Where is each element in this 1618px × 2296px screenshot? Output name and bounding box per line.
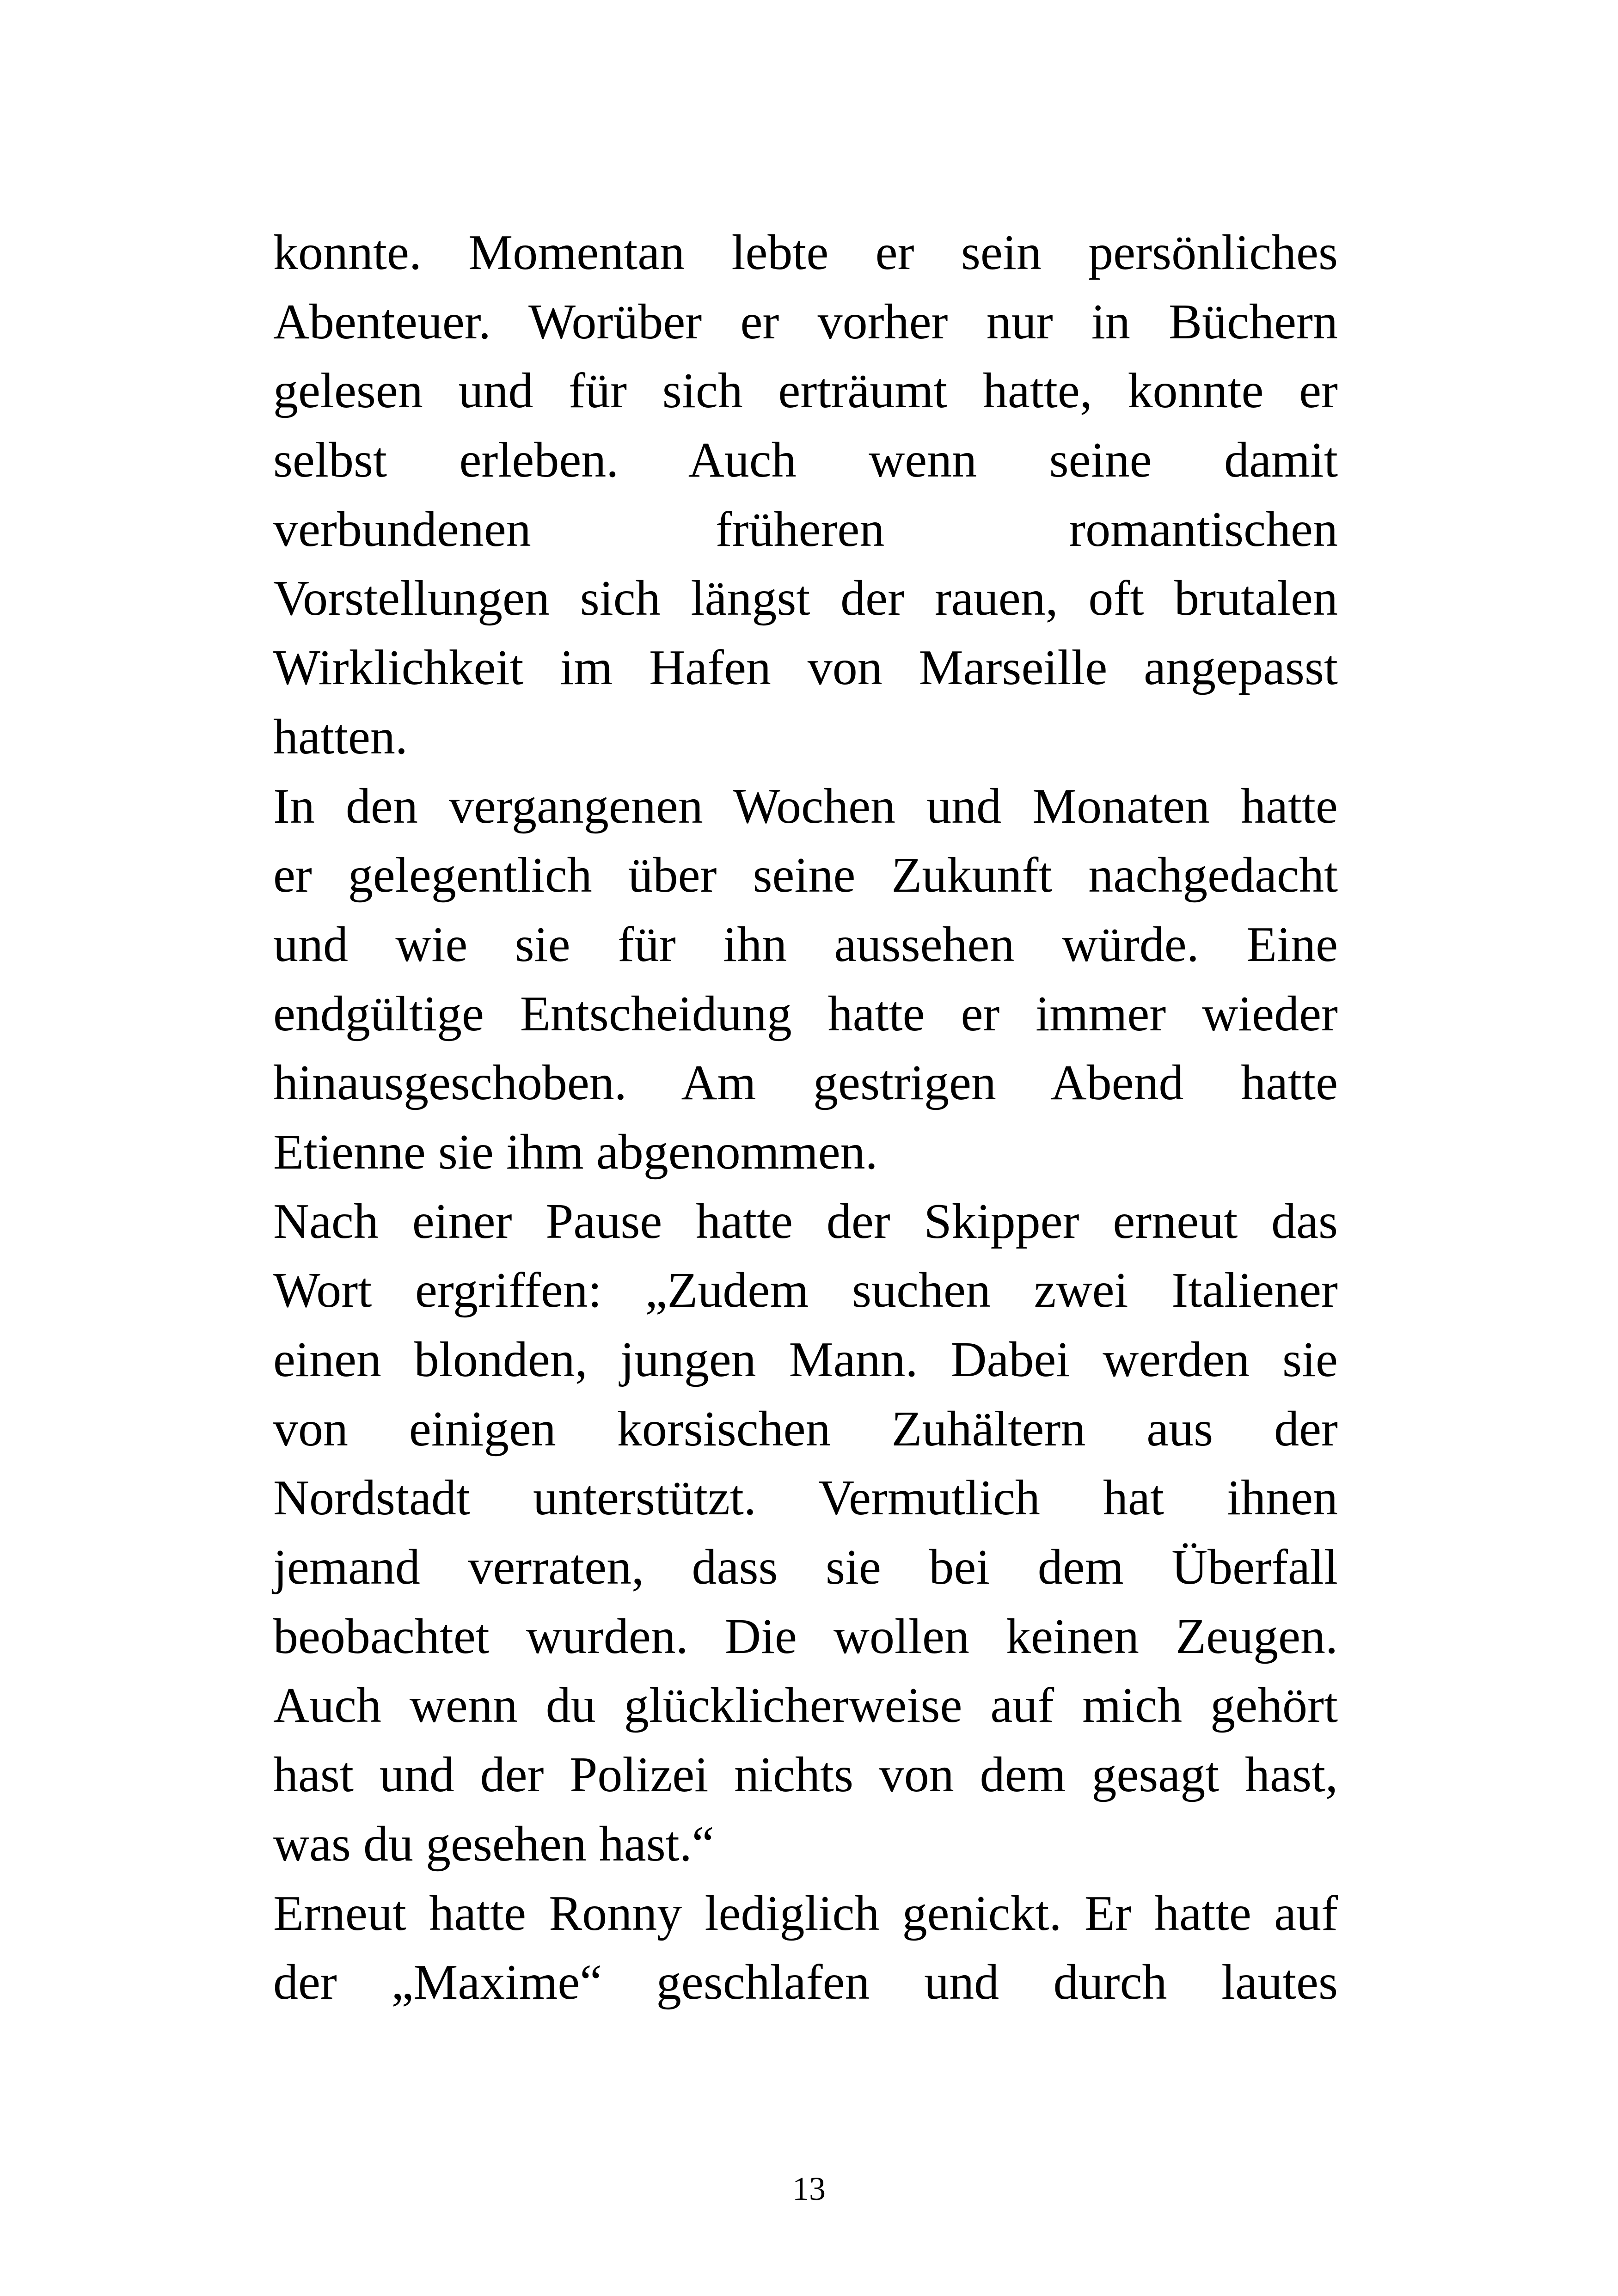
- text-line: von einigen korsischen Zuhältern aus der: [273, 1401, 1338, 1457]
- text-line: hinausgeschoben. Am gestrigen Abend hatte: [273, 1055, 1338, 1111]
- text-line: konnte. Momentan lebte er sein persönliches: [273, 225, 1338, 280]
- text-line: In den vergangenen Wochen und Monaten hatte: [273, 778, 1338, 834]
- text-line: Etienne sie ihm abgenommen.: [273, 1124, 878, 1180]
- text-line: gelesen und für sich erträumt hatte, konnte er: [273, 363, 1338, 419]
- text-line: hatten.: [273, 709, 408, 765]
- body-text: [273, 218, 1338, 2017]
- text-line: Wirklichkeit im Hafen von Marseille angepasst: [273, 640, 1338, 696]
- text-line: hast und der Polizei nichts von dem gesagt hast,: [273, 1747, 1338, 1803]
- text-line: er gelegentlich über seine Zukunft nachgedacht: [273, 848, 1338, 903]
- text-line: jemand verraten, dass sie bei dem Überfall: [273, 1540, 1338, 1595]
- text-line: und wie sie für ihn aussehen würde. Eine: [273, 917, 1338, 972]
- text-line: beobachtet wurden. Die wollen keinen Zeugen.: [273, 1609, 1338, 1664]
- text-line: Auch wenn du glücklicherweise auf mich gehört: [273, 1678, 1338, 1733]
- text-line: endgültige Entscheidung hatte er immer wieder: [273, 986, 1338, 1041]
- text-line: Vorstellungen sich längst der rauen, oft brutalen: [273, 571, 1338, 626]
- text-line: Wort ergriffen: „Zudem suchen zwei Italiener: [273, 1263, 1338, 1318]
- text-line: Erneut hatte Ronny lediglich genickt. Er hatte auf: [273, 1886, 1338, 1941]
- text-line: selbst erleben. Auch wenn seine damit: [273, 433, 1338, 488]
- page-number: 13: [792, 2170, 826, 2207]
- text-line: einen blonden, jungen Mann. Dabei werden sie: [273, 1332, 1338, 1387]
- text-line: was du gesehen hast.“: [273, 1816, 714, 1872]
- text-line: der „Maxime“ geschlafen und durch lautes: [273, 1955, 1338, 2010]
- text-line: verbundenen früheren romantischen: [273, 502, 1338, 557]
- text-line: Nordstadt unterstützt. Vermutlich hat ihnen: [273, 1470, 1338, 1526]
- text-line: Nach einer Pause hatte der Skipper erneut das: [273, 1194, 1338, 1249]
- text-line: Abenteuer. Worüber er vorher nur in Büchern: [273, 294, 1338, 349]
